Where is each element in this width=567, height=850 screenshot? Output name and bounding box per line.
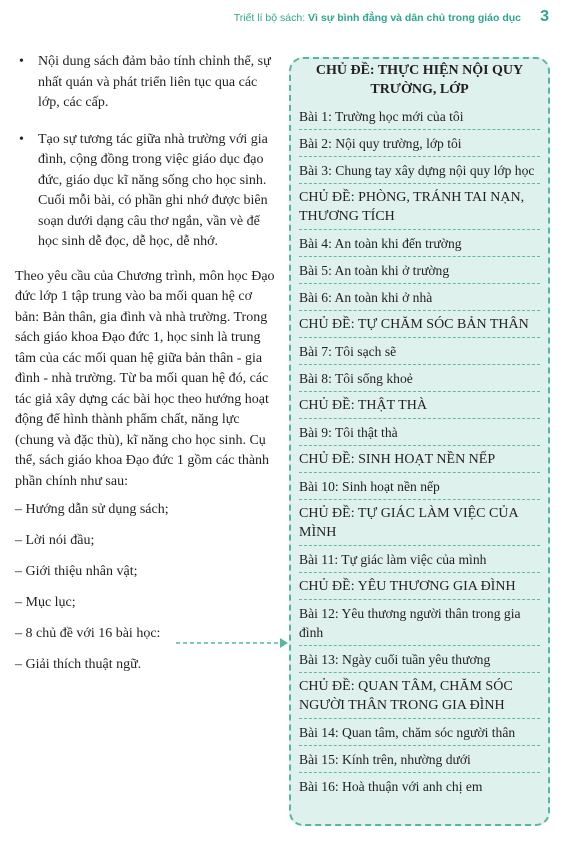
list-item: – Mục lục; bbox=[15, 595, 76, 610]
lesson-row: Bài 11: Tự giác làm việc của mình bbox=[299, 545, 540, 572]
bullet-item bbox=[15, 130, 277, 253]
bullet-dot-icon: • bbox=[19, 54, 24, 69]
topic-heading: CHỦ ĐỀ: TỰ GIÁC LÀM VIỆC CỦA MÌNH bbox=[299, 499, 540, 545]
list-item: – Giải thích thuật ngữ. bbox=[15, 657, 142, 672]
bullet-text: Tạo sự tương tác giữa nhà trường với gia đình, cộng đồng trong việc giáo dục đạo đức, giáo dục kĩ năng sống cho học sinh. Cuối mỗi bài, có phần ghi nhớ được biên soạn dưới dạng câu thơ ngắn, vần vè để học sinh dễ đọc, dễ học, dễ nhớ. bbox=[38, 131, 268, 249]
lesson-row: Bài 6: An toàn khi ở nhà bbox=[299, 283, 540, 310]
lesson-row: Bài 12: Yêu thương người thân trong gia đình bbox=[299, 599, 540, 645]
header-book-motto: Vì sự bình đẳng và dân chủ trong giáo dục bbox=[308, 12, 521, 24]
list-item: – Giới thiệu nhân vật; bbox=[15, 564, 138, 579]
topic-heading: CHỦ ĐỀ: QUAN TÂM, CHĂM SÓC NGƯỜI THÂN TRONG GIA ĐÌNH bbox=[299, 672, 540, 718]
lesson-row: Bài 13: Ngày cuối tuần yêu thương bbox=[299, 645, 540, 672]
lesson-row: Bài 8: Tôi sống khoẻ bbox=[299, 364, 540, 391]
lesson-row: Bài 14: Quan tâm, chăm sóc người thân bbox=[299, 718, 540, 745]
lesson-row: Bài 3: Chung tay xây dựng nội quy lớp học bbox=[299, 156, 540, 183]
topic-heading: CHỦ ĐỀ: TỰ CHĂM SÓC BẢN THÂN bbox=[299, 310, 540, 337]
page-number: 3 bbox=[540, 8, 549, 25]
lesson-row: Bài 15: Kính trên, nhường dưới bbox=[299, 745, 540, 772]
intro-paragraph: Theo yêu cầu của Chương trình, môn học Đạo đức lớp 1 tập trung vào ba mối quan hệ cơ bản: Bản thân, gia đình và nhà trường. Trong sách giáo khoa Đạo đức 1, học sinh là trung tâm của các mối quan hệ giữa bản thân - gia đình - nhà trường. Từ ba mối quan hệ đó, các tác giả xây dựng các bài học theo hướng hoạt động để hình thành phẩm chất, năng lực (chung và đặc thù), kĩ năng cho học sinh. Cụ thể, sách giáo khoa Đạo đức 1 gồm các thành phần chính như sau: bbox=[15, 268, 275, 489]
left-column bbox=[15, 52, 277, 686]
lesson-row: Bài 10: Sinh hoạt nền nếp bbox=[299, 472, 540, 499]
pointer-arrow-icon bbox=[176, 636, 288, 650]
header-title bbox=[234, 12, 521, 24]
lesson-row: Bài 5: An toàn khi ở trường bbox=[299, 256, 540, 283]
lesson-row: Bài 9: Tôi thật thà bbox=[299, 418, 540, 445]
running-header bbox=[0, 8, 567, 30]
list-item: – Lời nói đầu; bbox=[15, 533, 95, 548]
lesson-row: Bài 16: Hoà thuận với anh chị em bbox=[299, 772, 540, 799]
lesson-row: Bài 4: An toàn khi đến trường bbox=[299, 229, 540, 256]
lesson-row: Bài 7: Tôi sạch sẽ bbox=[299, 337, 540, 364]
list-item: – 8 chủ đề với 16 bài học: bbox=[15, 626, 161, 641]
box-title: CHỦ ĐỀ: THỰC HIỆN NỘI QUY TRƯỜNG, LỚP bbox=[315, 63, 524, 97]
topic-heading: CHỦ ĐỀ: YÊU THƯƠNG GIA ĐÌNH bbox=[299, 572, 540, 599]
component-list bbox=[15, 500, 277, 686]
topic-heading: CHỦ ĐỀ: THẬT THÀ bbox=[299, 391, 540, 418]
list-item: – Hướng dẫn sử dụng sách; bbox=[15, 502, 169, 517]
bullet-dot-icon: • bbox=[19, 131, 24, 147]
topic-heading: CHỦ ĐỀ: PHÒNG, TRÁNH TAI NẠN, THƯƠNG TÍCH bbox=[299, 183, 540, 229]
bullet-text: Nội dung sách đảm bảo tính chỉnh thể, sự nhất quán và phát triển liên tục qua các lớp, các cấp. bbox=[38, 54, 271, 110]
header-series: Triết lí bộ sách: bbox=[233, 12, 306, 24]
bullet-item bbox=[15, 52, 277, 114]
topic-heading: CHỦ ĐỀ: SINH HOẠT NỀN NẾP bbox=[299, 445, 540, 472]
lesson-row: Bài 2: Nội quy trường, lớp tôi bbox=[299, 129, 540, 156]
topics-box bbox=[289, 57, 550, 826]
lesson-row: Bài 1: Trường học mới của tôi bbox=[299, 109, 464, 124]
